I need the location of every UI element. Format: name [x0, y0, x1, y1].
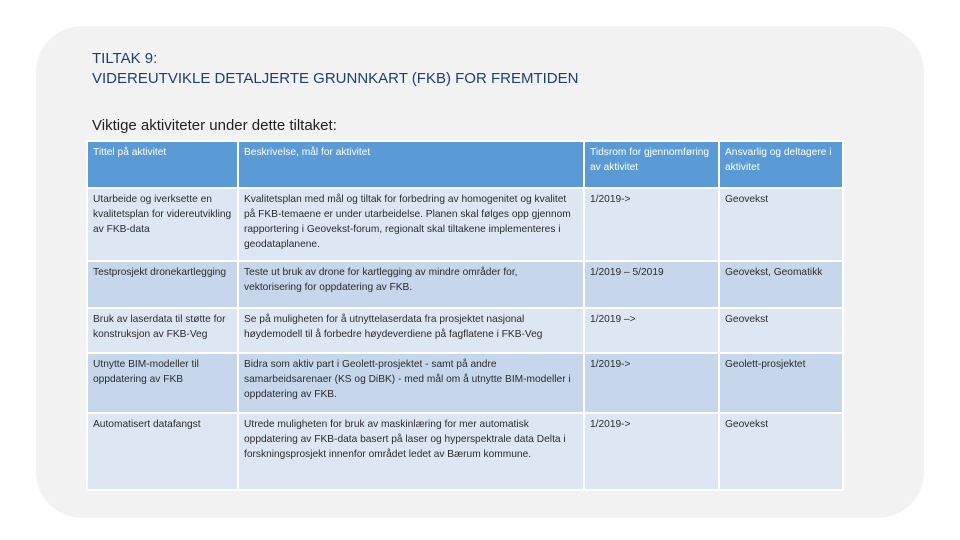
- cell-description: Bidra som aktiv part i Geolett-prosjektet - samt på andre samarbeidsarenaer (KS og DiBK) - med mål om å utnytte BIM-modeller i oppdatering av FKB.: [238, 353, 584, 413]
- slide-title: [92, 49, 578, 89]
- cell-title: Bruk av laserdata til støtte for konstruksjon av FKB-Veg: [87, 308, 238, 353]
- title-line-2: VIDEREUTVIKLE DETALJERTE GRUNNKART (FKB) FOR FREMTIDEN: [92, 70, 579, 87]
- table-row: [87, 188, 843, 261]
- cell-description: Utrede muligheten for bruk av maskinlæring for mer automatisk oppdatering av FKB-data basert på laser og hyperspektrale data Delta i forskningsprosjekt innenfor området ledet av Bærum kommune.: [238, 413, 584, 490]
- cell-responsible: Geovekst: [719, 188, 843, 261]
- header-description: Beskrivelse, mål for aktivitet: [238, 141, 584, 188]
- cell-timeframe: 1/2019 – 5/2019: [584, 261, 719, 308]
- cell-description: Kvalitetsplan med mål og tiltak for forbedring av homogenitet og kvalitet på FKB-temaene er under utarbeidelse. Planen skal følges opp gjennom rapportering i Geovekst-forum, regionalt skal tiltakene implementeres i geodataplanene.: [238, 188, 584, 261]
- table-header-row: [87, 141, 843, 188]
- title-line-1: TILTAK 9:: [92, 50, 158, 67]
- header-timeframe: Tidsrom for gjennomføring av aktivitet: [584, 141, 719, 188]
- cell-title: Utnytte BIM-modeller til oppdatering av FKB: [87, 353, 238, 413]
- cell-title: Automatisert datafangst: [87, 413, 238, 490]
- header-title: Tittel på aktivitet: [87, 141, 238, 188]
- cell-description: Se på muligheten for å utnyttelaserdata fra prosjektet nasjonal høydemodell til å forbedre høydeverdiene på fagflatene i FKB-Veg: [238, 308, 584, 353]
- table-row: [87, 308, 843, 353]
- table-row: [87, 353, 843, 413]
- slide-subtitle: Viktige aktiviteter under dette tiltaket:: [92, 117, 337, 134]
- table-row: [87, 413, 843, 490]
- cell-timeframe: 1/2019->: [584, 188, 719, 261]
- cell-responsible: Geovekst: [719, 413, 843, 490]
- cell-title: Utarbeide og iverksette en kvalitetsplan for videreutvikling av FKB-data: [87, 188, 238, 261]
- cell-title: Testprosjekt dronekartlegging: [87, 261, 238, 308]
- cell-timeframe: 1/2019->: [584, 413, 719, 490]
- table-row: [87, 261, 843, 308]
- cell-description: Teste ut bruk av drone for kartlegging av mindre områder for, vektorisering for oppdatering av FKB.: [238, 261, 584, 308]
- header-responsible: Ansvarlig og deltagere i aktivitet: [719, 141, 843, 188]
- cell-responsible: Geolett-prosjektet: [719, 353, 843, 413]
- cell-timeframe: 1/2019 –>: [584, 308, 719, 353]
- activities-table: [86, 140, 844, 491]
- cell-responsible: Geovekst, Geomatikk: [719, 261, 843, 308]
- cell-responsible: Geovekst: [719, 308, 843, 353]
- cell-timeframe: 1/2019->: [584, 353, 719, 413]
